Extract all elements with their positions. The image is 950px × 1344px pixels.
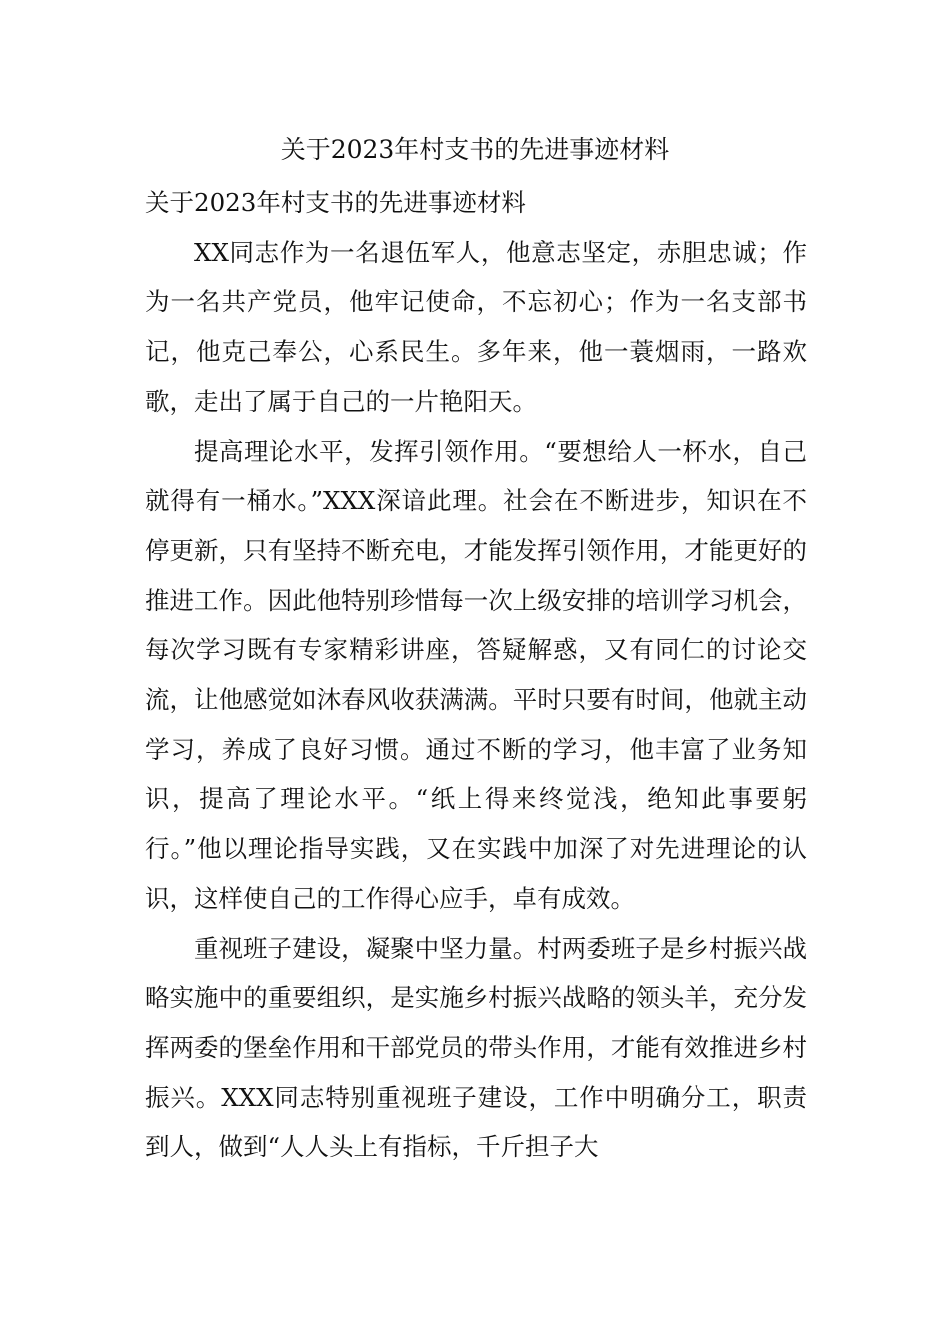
document-title: 关于2023年村支书的先进事迹材料 [280,135,670,164]
paragraph-team-building: 重视班子建设，凝聚中坚力量。村两委班子是乡村振兴战略实施中的重要组织，是实施乡村振兴战略的领头羊，充分发挥两委的堡垒作用和干部党员的带头作用，才能有效推进乡村振兴。XXX同志特别重视班子建设，工作中明确分工，职责到人，做到“人人头上有指标，千斤担子大 [145,933,807,1162]
paragraph-intro: XX同志作为一名退伍军人，他意志坚定，赤胆忠诚；作为一名共产党员，他牢记使命，不忘初心；作为一名支部书记，他克己奉公，心系民生。多年来，他一蓑烟雨，一路欢歌，走出了属于自己的一片艳阳天。 [145,237,807,416]
paragraph-theory: 提高理论水平，发挥引领作用。“要想给人一杯水，自己就得有一桶水。”XXX深谙此理。社会在不断进步，知识在不停更新，只有坚持不断充电，才能发挥引领作用，才能更好的推进工作。因此他特别珍惜每一次上级安排的培训学习机会，每次学习既有专家精彩讲座，答疑解惑，又有同仁的讨论交流，让他感觉如沐春风收获满满。平时只要有时间，他就主动学习，养成了良好习惯。通过不断的学习，他丰富了业务知识，提高了理论水平。“纸上得来终觉浅，绝知此事要躬行。”他以理论指导实践，又在实践中加深了对先进理论的认识，这样使自己的工作得心应手，卓有成效。 [145,436,807,913]
document-subtitle: 关于2023年村支书的先进事迹材料 [145,188,526,217]
document-body [145,178,807,1172]
